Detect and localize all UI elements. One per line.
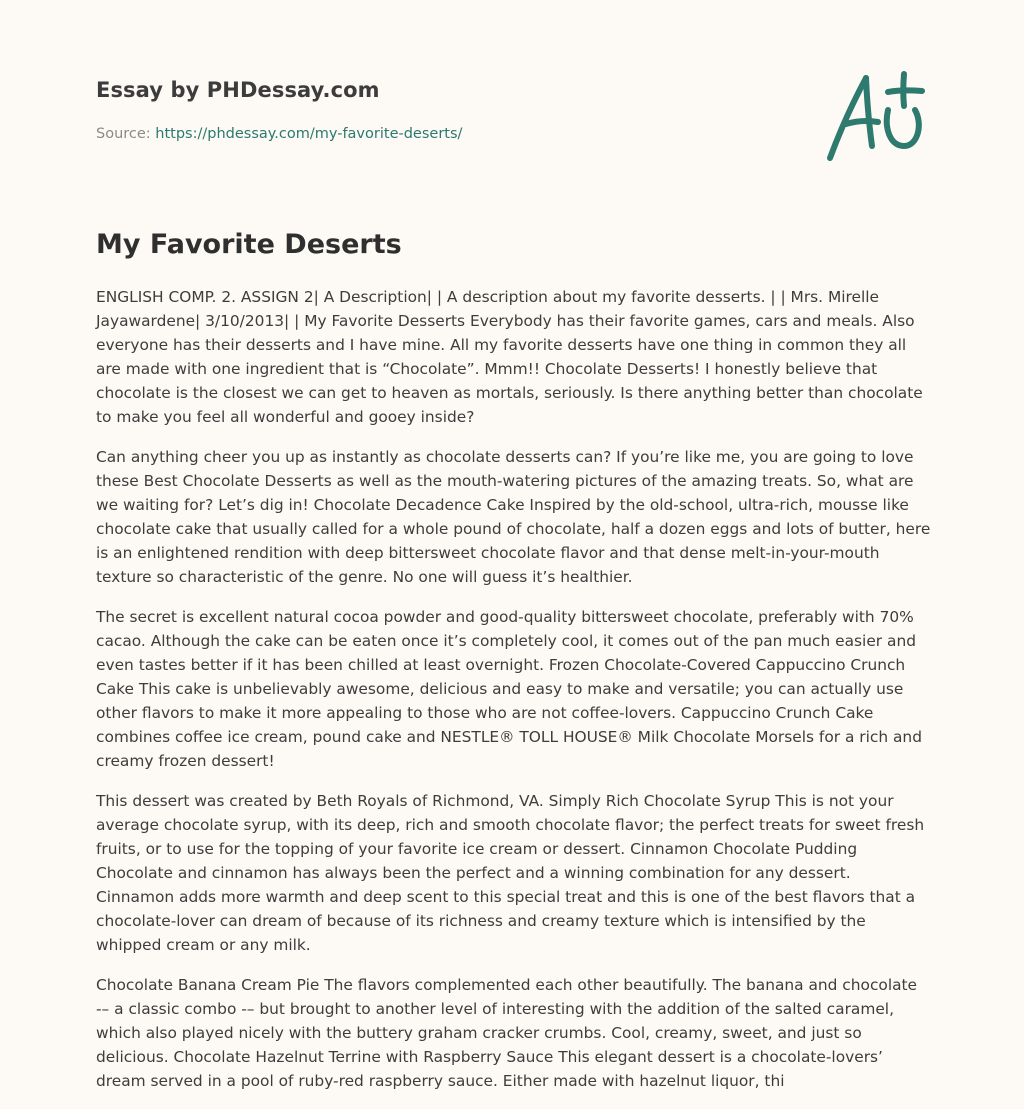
header: [96, 76, 796, 144]
paragraph: The secret is excellent natural cocoa powder and good-quality bittersweet chocolate, preferably with 70% cacao. Although the cake can be eaten once it’s completely cool, it comes out of the pan much easier and even tastes better if it has been chilled at least overnight. Frozen Chocolate-Covered Cappuccino Crunch Cake This cake is unbelievably awesome, delicious and easy to make and versatile; you can actually use other flavors to make it more appealing to those who are not coffee-lovers. Cappuccino Crunch Cake combines coffee ice cream, pound cake and NESTLE® TOLL HOUSE® Milk Chocolate Morsels for a rich and creamy frozen dessert!: [96, 608, 922, 770]
source-line: [96, 124, 796, 144]
essay-body: [96, 285, 932, 1109]
paragraph: ENGLISH COMP. 2. ASSIGN 2| A Description| | A description about my favorite desserts. | | Mrs. Mirelle Jayawardene| 3/10/2013| | My Favorite Desserts Everybody has their favorite games, cars and meals. Also everyone has their desserts and I have mine. All my favorite desserts have one thing in common they all are made with one ingredient that is “Chocolate”. Mmm!! Chocolate Desserts! I honestly believe that chocolate is the closest we can get to heaven as mortals, seriously. Is there anything better than chocolate to make you feel all wonderful and gooey inside?: [96, 288, 923, 426]
source-label: Source:: [96, 126, 156, 142]
paragraph: This dessert was created by Beth Royals of Richmond, VA. Simply Rich Chocolate Syrup This is not your average chocolate syrup, with its deep, rich and smooth chocolate flavor; the perfect treats for sweet fresh fruits, or to use for the topping of your favorite ice cream or dessert. Cinnamon Chocolate Pudding Chocolate and cinnamon has always been the perfect and a winning combination for any dessert. Cinnamon adds more warmth and deep scent to this special treat and this is one of the best flavors that a chocolate-lover can dream of because of its richness and creamy texture which is intensified by the whipped cream or any milk.: [96, 792, 925, 954]
a-plus-logo-icon: [820, 66, 930, 166]
essay-title: My Favorite Deserts: [96, 229, 402, 260]
source-link[interactable]: https://phdessay.com/my-favorite-deserts/: [155, 126, 463, 142]
paragraph: Chocolate Banana Cream Pie The flavors complemented each other beautifully. The banana and chocolate -– a classic combo -– but brought to another level of interesting with the addition of the salted caramel, which also played nicely with the buttery graham cracker crumbs. Cool, creamy, sweet, and just so delicious. Chocolate Hazelnut Terrine with Raspberry Sauce This elegant dessert is a chocolate-lovers’ dream served in a pool of ruby-red raspberry sauce. Either made with hazelnut liquor, thi: [96, 976, 918, 1090]
paragraph: Can anything cheer you up as instantly as chocolate desserts can? If you’re like me, you are going to love these Best Chocolate Desserts as well as the mouth-watering pictures of the amazing treats. So, what are we waiting for? Let’s dig in! Chocolate Decadence Cake Inspired by the old-school, ultra-rich, mousse like chocolate cake that usually called for a whole pound of chocolate, half a dozen eggs and lots of butter, here is an enlightened rendition with deep bittersweet chocolate flavor and that dense melt-in-your-mouth texture so characteristic of the genre. No one will guess it’s healthier.: [96, 448, 931, 586]
site-brand: Essay by PHDessay.com: [96, 78, 380, 102]
